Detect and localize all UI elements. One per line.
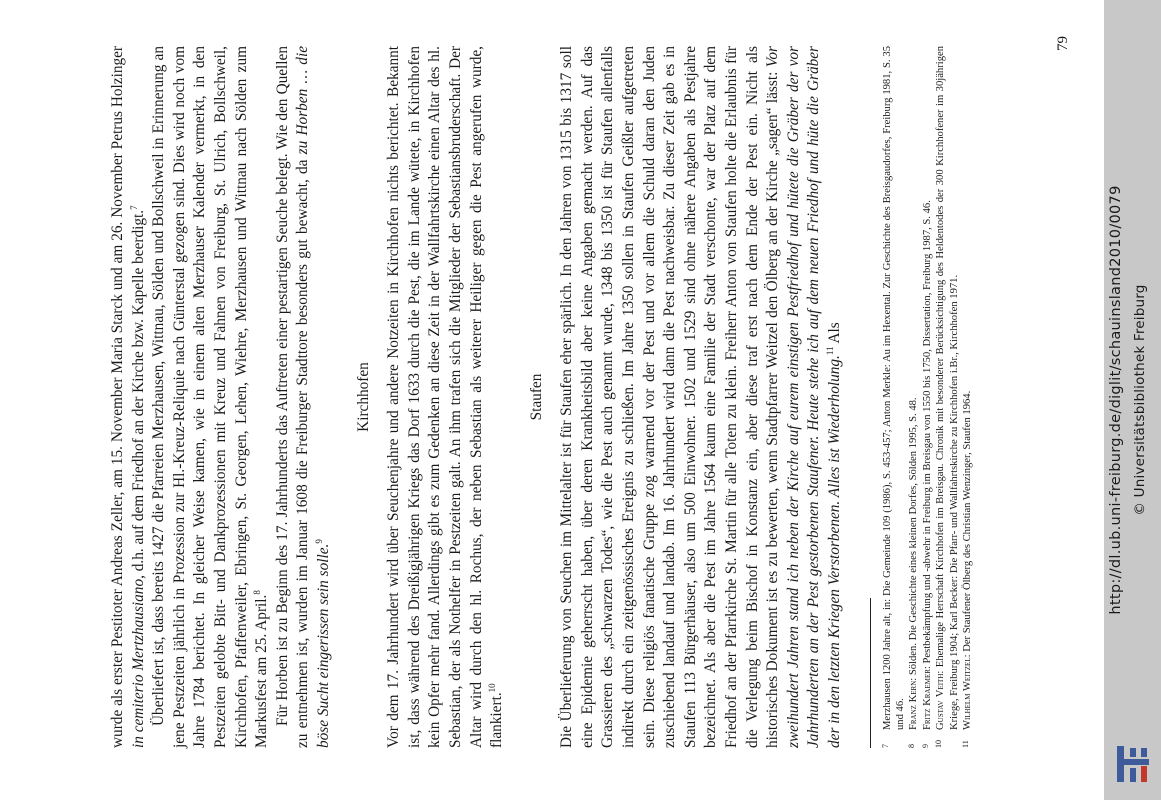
paragraph-3: Für Horben ist zu Beginn des 17. Jahrhunderts das Auftreten einer pestartigen Seuche belegt. Wie den Quellen zu entnehmen ist, wurden im Januar 1608 die Freiburger Stadttore besonders gut bewacht, da zu Horben … die böse Sucht eingerissen sein solle.$^9$: [273, 46, 332, 748]
copyright-notice: © Universitätsbibliothek Freiburg: [1132, 284, 1148, 516]
footnote-separator: [870, 598, 871, 748]
paragraph-4: Vor dem 17. Jahrhundert wird über Seuchenjahre und andere Notzeiten in Kirchhofen nichts berichtet. Bekannt ist, dass während des Dreißigjährigen Kriegs das Dorf 1633 durch die Pest, die im Lande wütete, in Kirchhofen kein Opfer mehr fand. Allerdings gibt es zum Gedenken an diese Zeit in der Wallfahrtskirche einen Altar des hl. Sebastian, der als Nothelfer in Pestzeiten galt. An ihm trafen sich die Mitglieder der Sebastiansbruderschaft. Der Altar wird durch den hl. Rochus, der neben Sebastian als weiterer Heiliger gegen die Pest angerufen wurde, flankiert.$^{10}$: [385, 46, 506, 748]
footnotes: [881, 46, 975, 748]
source-url-link[interactable]: http://dl.ub.uni-freiburg.de/diglit/schauinsland2010/0079: [1108, 185, 1124, 615]
footnote: 8 Franz Kern: Sölden. Die Geschichte eines kleinen Dorfes, Sölden 1995, S. 48.: [907, 397, 920, 748]
paragraph-5: Die Überlieferung von Seuchen im Mittelalter ist für Staufen eher spärlich. In den Jahren von 1315 bis 1317 soll eine Epidemie geherrscht haben, über deren Krankheitsbild aber keine Angaben gemacht werden. Auf das Grassieren des „schwarzen Todes“, wie die Pest auch genannt wurde, 1348 bis 1350 ist für Staufen allenfalls indirekt durch ein zeitgenössisches Ereignis zu schließen. Im Jahre 1350 sollen in Staufen Geißler aufgetreten sein. Diese religiös fanatische Gruppe zog warnend vor der Pest und vor allem die Schuld daran den Juden zuschiebend landauf und landab. Im 16. Jahrhundert wird dann die Pest nachweisbar. Zu dieser Zeit gab es in Staufen 113 Bürgerhäuser, also um 500 Einwohner. 1502 und 1529 sind ohne nähere Angaben als Pestjahre bezeichnet. Als aber die Pest im Jahre 1564 kaum eine Familie der Stadt verschonte, war der Platz auf dem Friedhof an der Pfarrkirche St. Martin für alle Toten zu klein. Freiherr Anton von Staufen holte die Erlaubnis für die Verlegung beim Bischof in Konstanz ein, aber diese traf erst nach dem Ende der Pest ein. Nicht als historisches Dokument ist es zu bewerten, wenn Stadtpfarrer Weitzel den Ölberg an der Kirche „sagen“ lässt: Vor zweihundert Jahren stand ich neben der Kirche auf eurem einstigen Pestfriedhof und hütete die Gräber der vor Jahrhunderten an der Pest gestorbenen Staufener. Heute stehe ich auf dem neuen Friedhof und hüte die Gräber der in den letzten Kriegen Verstorbenen. Alles ist Wiederholung.$^{11}$ Als: [558, 46, 843, 748]
footnote-ref-10[interactable]: 10: [487, 683, 497, 693]
footnote-ref-7[interactable]: 7: [128, 205, 139, 210]
section-heading-staufen: Staufen: [527, 373, 545, 421]
footnote-ref-8[interactable]: 8: [252, 590, 263, 595]
footnote: 11 Wilhelm Weitzel: Der Staufener Ölberg des Christian Wenzinger, Staufen 1964.: [961, 390, 974, 748]
page-number: 79: [1055, 36, 1071, 51]
footnote: 7 Merzhausen 1200 Jahre alt, in: Die Gemeinde 109 (1986), S. 453-457; Anton Merkle: Au im Hexental. Zur Geschichte des Breisgaudorfes, Freiburg 1981, S. 35 und 46.: [880, 46, 906, 748]
sidebar-band: [1104, 0, 1161, 800]
ub-freiburg-logo-icon: [1113, 742, 1153, 786]
footnote: 9 Fritz Kraemer: Pestbekämpfung und -abwehr in Freiburg im Breisgau von 1550 bis 1750, Dissertation, Freiburg 1987, S. 46.: [920, 200, 933, 748]
body-text: [108, 46, 974, 748]
footnote-ref-11[interactable]: 11: [824, 346, 835, 356]
section-heading-kirchhofen: Kirchhofen: [354, 362, 372, 432]
footnote: 10 Gustav Veith: Ehemalige Herrschaft Kirchhofen im Breisgau. Chronik mit besonderer Berücksichtigung des Heldentodes der 300 Kirchhofener im 30jährigen Kriege, Freiburg 1904; Karl Becker: Die Pfarr- und Wallfahrtskirche zu Kirchhofen i.Br., Kirchhofen 1971.: [934, 46, 960, 748]
paragraph-2: Überliefert ist, dass bereits 1427 die Pfarreien Merzhausen, Wittnau, Sölden und Bollschweil in Erinnerung an jene Pestzeiten jährlich in Prozession zur Hl.-Kreuz-Reliquie nach Günterstal gezogen sind. Dies wird noch vom Jahre 1784 berichtet. In gleicher Weise kamen, wie in einem alten Merzhauser Kalender vermerkt, in den Pestzeiten gelobte Bitt- und Dankprozessionen mit Kreuz und Fahnen von Freiburg, St. Ulrich, Bollschweil, Kirchhofen, Pfaffenweiler, Ebringen, St. Georgen, Lehen, Wiehre, Merzhausen und Wittnau nach Sölden zum Markusfest am 25. April.$^8$: [150, 46, 271, 748]
paragraph-1: wurde als erster Pestitoter Andreas Zeller, am 15. November Maria Starck und am 26. November Petrus Holzinger in cemiterio Mertzhausiano, d.h. auf dem Friedhof an der Kirche bzw. Kapelle beerdigt.$^7$: [109, 46, 147, 748]
footnote-ref-9[interactable]: 9: [313, 539, 324, 544]
